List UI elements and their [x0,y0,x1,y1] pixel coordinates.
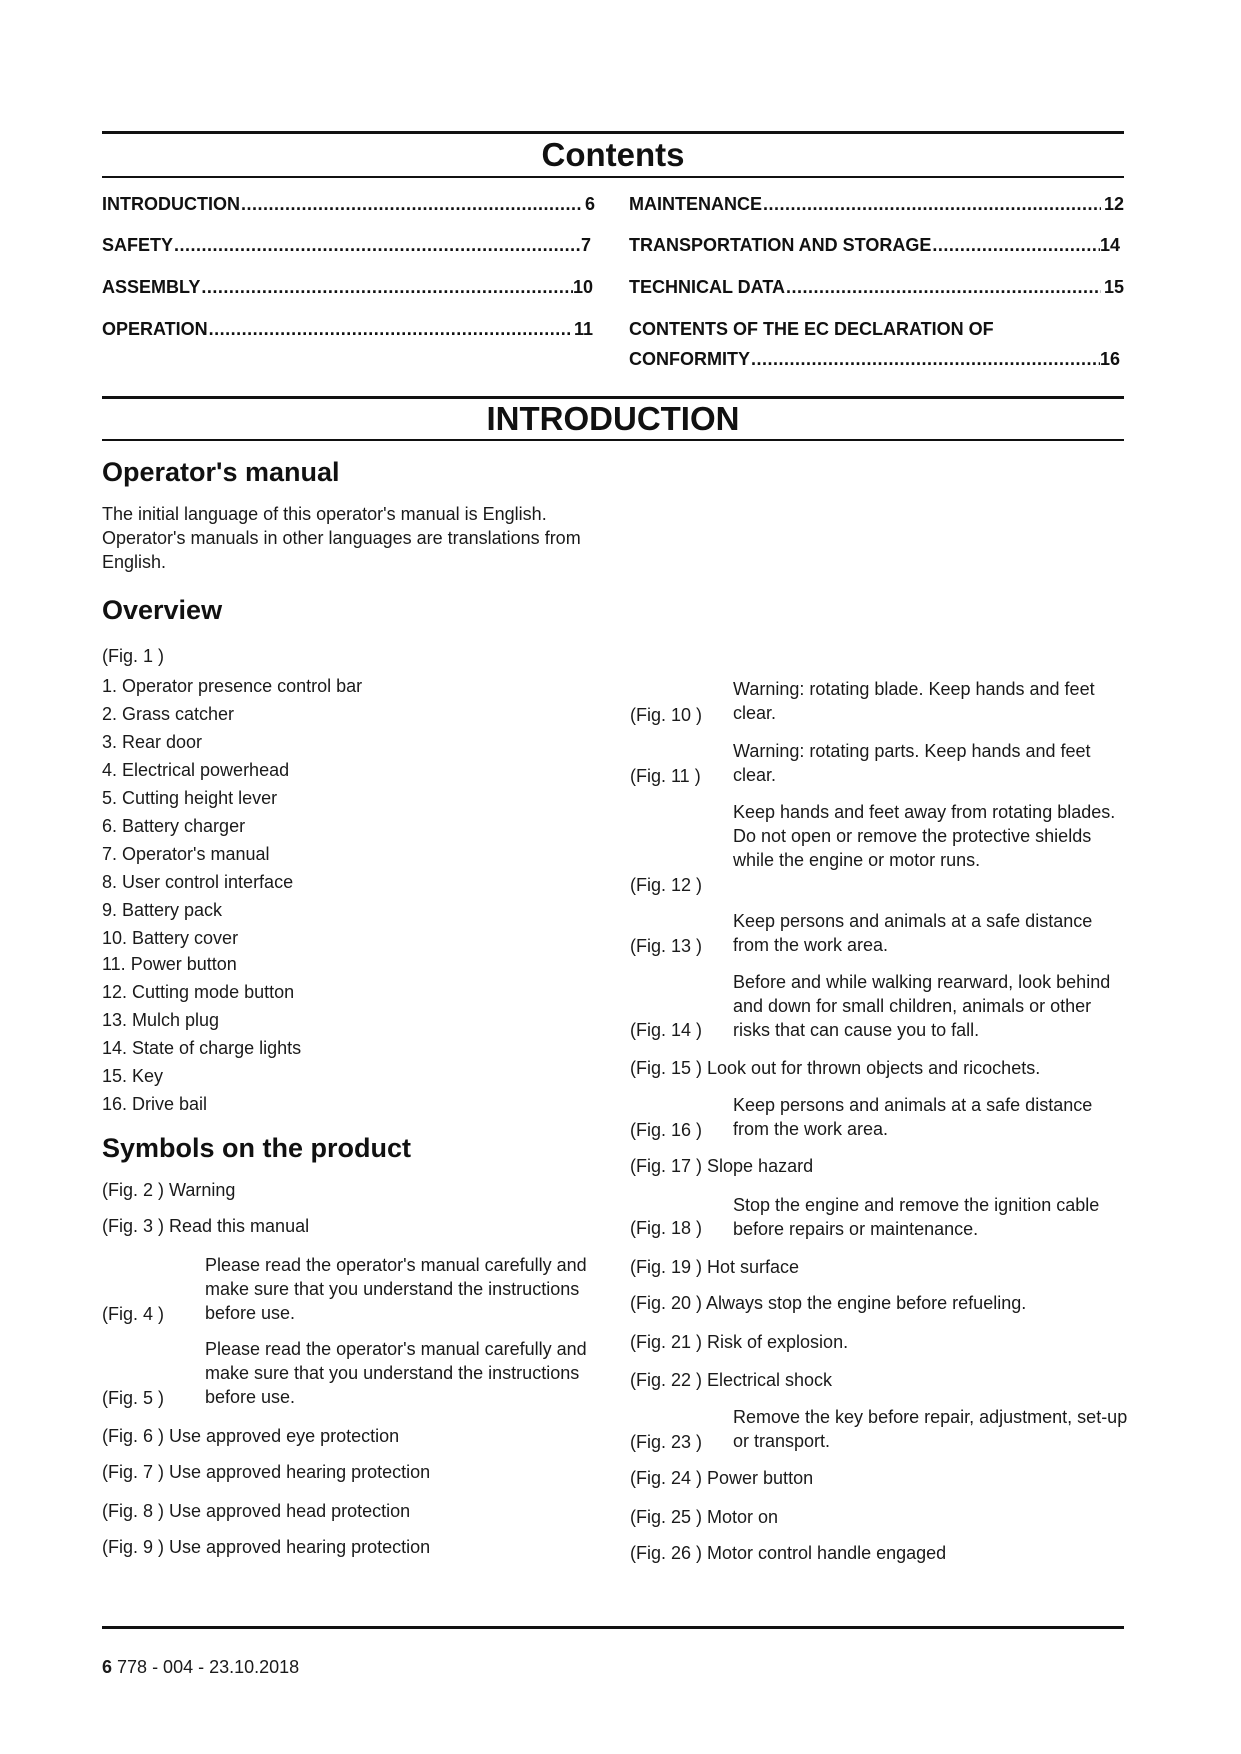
symbol-fig-ref: (Fig. 10 ) [630,705,703,725]
list-item: 7. Operator's manual [102,844,270,864]
symbol-fig-ref: (Fig. 16 ) [630,1120,703,1140]
toc-leader [786,276,1101,298]
symbol-item: (Fig. 25 ) Motor on [630,1507,779,1527]
toc-label: OPERATION [102,319,208,339]
contents-bottom-rule [102,176,1124,178]
list-item: 1. Operator presence control bar [102,676,363,696]
toc-label: MAINTENANCE [629,194,762,214]
toc-page: 11 [573,319,593,339]
toc-label: TRANSPORTATION AND STORAGE [629,235,932,255]
toc-page: 7 [580,235,591,255]
symbol-fig-ref: (Fig. 12 ) [630,875,703,895]
symbol-item: (Fig. 9 ) Use approved hearing protection [102,1537,431,1557]
list-item: 9. Battery pack [102,900,223,920]
symbol-item: (Fig. 2 ) Warning [102,1180,236,1200]
list-item: 6. Battery charger [102,816,246,836]
operators-manual-heading: Operator's manual [102,457,340,487]
symbol-item: (Fig. 26 ) Motor control handle engaged [630,1543,947,1563]
toc-label: ASSEMBLY [102,277,201,297]
toc-page: 6 [584,194,595,214]
toc-entry-operation[interactable] [102,318,593,340]
toc-leader [201,276,573,298]
toc-page: 15 [1103,277,1124,297]
symbol-item: (Fig. 19 ) Hot surface [630,1257,800,1277]
operators-manual-text: The initial language of this operator's manual is English. Operator's manuals in other languages are translations from English. [102,504,581,572]
symbol-text: Warning: rotating parts. Keep hands and feet clear. [733,741,1091,785]
toc-entry-technical-data[interactable] [629,276,1124,298]
toc-page: 14 [1099,235,1120,255]
symbol-text: Warning: rotating blade. Keep hands and feet clear. [733,679,1095,723]
toc-entry-ec-declaration-line1[interactable] [629,318,1124,340]
list-item: 8. User control interface [102,872,294,892]
symbol-fig-ref: (Fig. 23 ) [630,1432,703,1452]
overview-fig-ref: (Fig. 1 ) [102,646,165,666]
toc-entry-maintenance[interactable] [629,193,1124,215]
symbol-fig-ref: (Fig. 4 ) [102,1304,165,1324]
toc-label: CONTENTS OF THE EC DECLARATION OF [629,319,994,339]
toc-label: CONFORMITY [629,349,750,369]
symbol-item: (Fig. 22 ) Electrical shock [630,1370,833,1390]
footer-rule [102,1626,1124,1629]
symbol-fig-ref: (Fig. 5 ) [102,1388,165,1408]
toc-entry-ec-declaration[interactable] [629,348,1120,370]
toc-entry-safety[interactable] [102,234,591,256]
symbol-item: (Fig. 3 ) Read this manual [102,1216,310,1236]
symbol-fig-ref: (Fig. 13 ) [630,936,703,956]
symbol-text: Keep persons and animals at a safe distance from the work area. [733,1095,1093,1139]
toc-leader [763,193,1101,215]
toc-page: 10 [572,277,593,297]
toc-leader [932,234,1100,256]
toc-leader [174,234,581,256]
contents-title: Contents [541,136,685,173]
toc-label: INTRODUCTION [102,194,240,214]
symbol-text: Before and while walking rearward, look behind and down for small children, animals or other risks that can cause you to fall. [733,972,1111,1040]
symbol-item: (Fig. 6 ) Use approved eye protection [102,1426,400,1446]
list-item: 2. Grass catcher [102,704,235,724]
list-item: 10. Battery cover [102,928,239,948]
list-item: 4. Electrical powerhead [102,760,290,780]
symbol-fig-ref: (Fig. 11 ) [630,766,701,786]
introduction-title: INTRODUCTION [486,400,740,437]
doc-reference: 778 - 004 - 23.10.2018 [117,1657,300,1677]
symbol-item: (Fig. 24 ) Power button [630,1468,814,1488]
toc-entry-assembly[interactable] [102,276,593,298]
symbol-item: (Fig. 17 ) Slope hazard [630,1156,814,1176]
list-item: 5. Cutting height lever [102,788,278,808]
symbol-fig-ref: (Fig. 14 ) [630,1020,703,1040]
toc-label: SAFETY [102,235,174,255]
toc-leader [241,193,582,215]
symbol-item: (Fig. 7 ) Use approved hearing protection [102,1462,431,1482]
symbol-item: (Fig. 20 ) Always stop the engine before refueling. [630,1293,1027,1313]
toc-entry-introduction[interactable] [102,193,595,215]
page-number: 6 [102,1657,113,1677]
toc-entry-transportation[interactable] [629,234,1120,256]
list-item: 15. Key [102,1066,164,1086]
introduction-bottom-rule [102,439,1124,441]
list-item: 11. Power button [102,954,237,974]
toc-page: 16 [1099,349,1120,369]
page-footer [102,1656,299,1678]
symbol-fig-ref: (Fig. 18 ) [630,1218,703,1238]
symbol-item: (Fig. 21 ) Risk of explosion. [630,1332,849,1352]
list-item: 13. Mulch plug [102,1010,220,1030]
list-item: 12. Cutting mode button [102,982,295,1002]
symbol-text: Stop the engine and remove the ignition cable before repairs or maintenance. [733,1195,1100,1239]
symbol-text: Keep hands and feet away from rotating blades. Do not open or remove the protective shields while the engine or motor runs. [733,802,1116,870]
symbols-heading: Symbols on the product [102,1133,412,1163]
toc-leader [751,348,1100,370]
list-item: 16. Drive bail [102,1094,208,1114]
contents-top-rule [102,131,1124,134]
symbol-text: Please read the operator's manual carefully and make sure that you understand the instructions before use. [205,1255,587,1323]
overview-heading: Overview [102,595,223,625]
symbol-text: Remove the key before repair, adjustment, set-up or transport. [733,1407,1128,1451]
symbol-item: (Fig. 15 ) Look out for thrown objects and ricochets. [630,1058,1041,1078]
symbol-text: Keep persons and animals at a safe distance from the work area. [733,911,1093,955]
symbol-item: (Fig. 8 ) Use approved head protection [102,1501,411,1521]
toc-label: TECHNICAL DATA [629,277,785,297]
list-item: 14. State of charge lights [102,1038,302,1058]
toc-page: 12 [1103,194,1124,214]
toc-leader [209,318,571,340]
list-item: 3. Rear door [102,732,203,752]
symbol-text: Please read the operator's manual carefully and make sure that you understand the instructions before use. [205,1339,587,1407]
